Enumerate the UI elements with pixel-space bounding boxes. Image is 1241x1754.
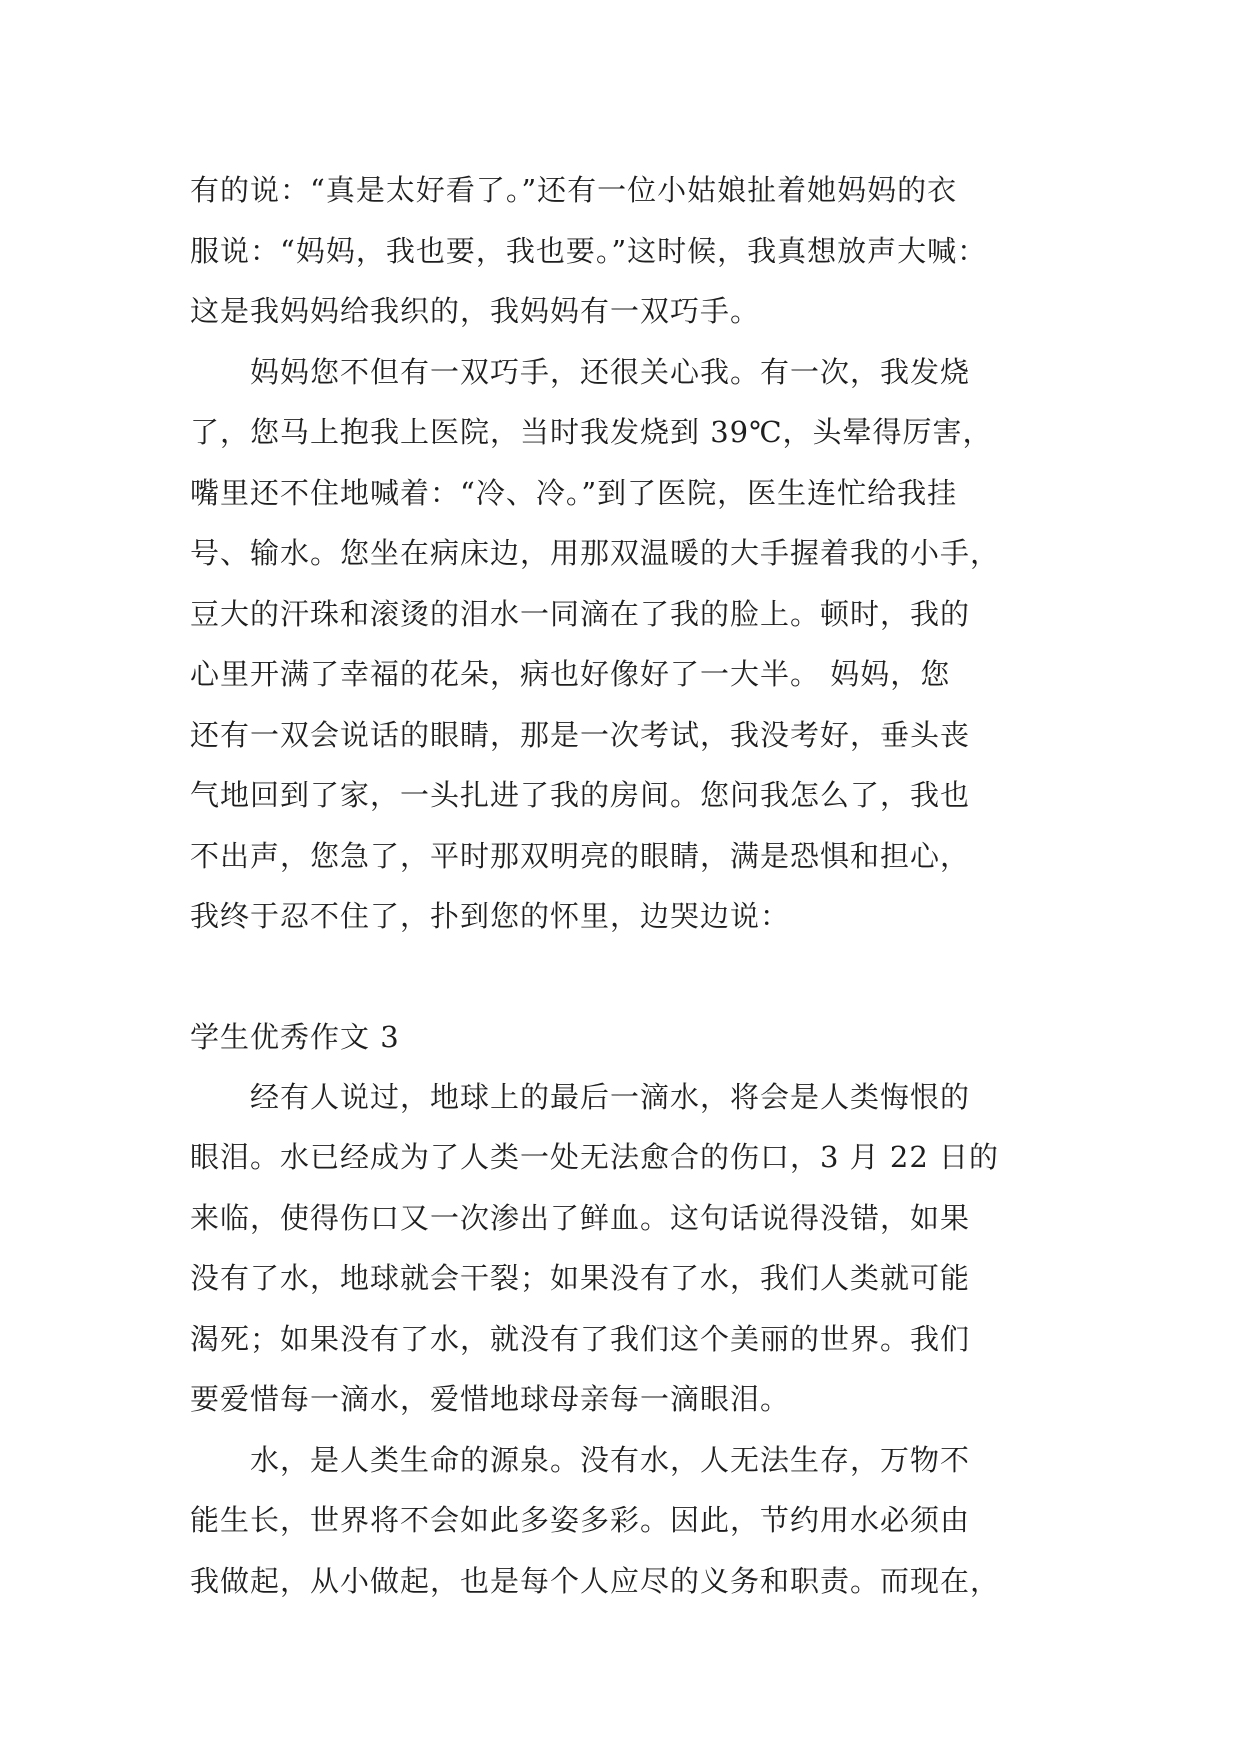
text-line: 心里开满了幸福的花朵，病也好像好了一大半。 妈妈，您 (190, 657, 951, 691)
text-line: 妈妈您不但有一双巧手，还很关心我。有一次，我发烧 (190, 354, 971, 389)
text-line: 我终于忍不住了，扑到您的怀里，边哭边说： (190, 899, 791, 933)
text-line: 能生长，世界将不会如此多姿多彩。因此，节约用水必须由 (190, 1503, 971, 1537)
text-line: 了，您马上抱我上医院，当时我发烧到 39℃，头晕得厉害， (190, 415, 993, 449)
paragraph-2 (190, 342, 1060, 947)
text-line: 眼泪。水已经成为了人类一处无法愈合的伤口，3 月 22 日的 (190, 1140, 1000, 1174)
section-spacer (190, 947, 1060, 1007)
text-line: 经有人说过，地球上的最后一滴水，将会是人类悔恨的 (190, 1079, 971, 1114)
text-line: 来临，使得伤口又一次渗出了鲜血。这句话说得没错，如果 (190, 1200, 971, 1235)
text-line: 我做起，从小做起，也是每个人应尽的义务和职责。而现在， (190, 1563, 1001, 1598)
paragraph-4 (190, 1430, 1060, 1612)
text-line: 还有一双会说话的眼睛，那是一次考试，我没考好，垂头丧 (190, 717, 971, 752)
text-line: 要爱惜每一滴水，爱惜地球母亲每一滴眼泪。 (190, 1382, 791, 1416)
text-line: 水，是人类生命的源泉。没有水，人无法生存，万物不 (190, 1442, 971, 1477)
text-line: 号、输水。您坐在病床边，用那双温暖的大手握着我的小手， (190, 536, 1001, 570)
text-line: 渴死；如果没有了水，就没有了我们这个美丽的世界。我们 (190, 1321, 971, 1356)
text-line: 嘴里还不住地喊着：“冷、冷。”到了医院，医生连忙给我挂 (190, 475, 958, 510)
document-body (190, 160, 1060, 1611)
text-line: 豆大的汗珠和滚烫的泪水一同滴在了我的脸上。顿时，我的 (190, 596, 971, 631)
text-line: 气地回到了家，一头扎进了我的房间。您问我怎么了，我也 (190, 778, 971, 812)
text-line: 不出声，您急了，平时那双明亮的眼睛，满是恐惧和担心， (190, 838, 971, 873)
text-line: 服说：“妈妈，我也要，我也要。”这时候，我真想放声大喊： (190, 233, 988, 268)
paragraph-1 (190, 160, 1060, 342)
section-heading: 学生优秀作文 3 (190, 1019, 400, 1054)
text-line: 没有了水，地球就会干裂；如果没有了水，我们人类就可能 (190, 1261, 971, 1295)
paragraph-3 (190, 1067, 1060, 1430)
text-line: 这是我妈妈给我织的，我妈妈有一双巧手。 (190, 294, 761, 328)
text-line: 有的说：“真是太好看了。”还有一位小姑娘扯着她妈妈的衣 (190, 173, 958, 207)
